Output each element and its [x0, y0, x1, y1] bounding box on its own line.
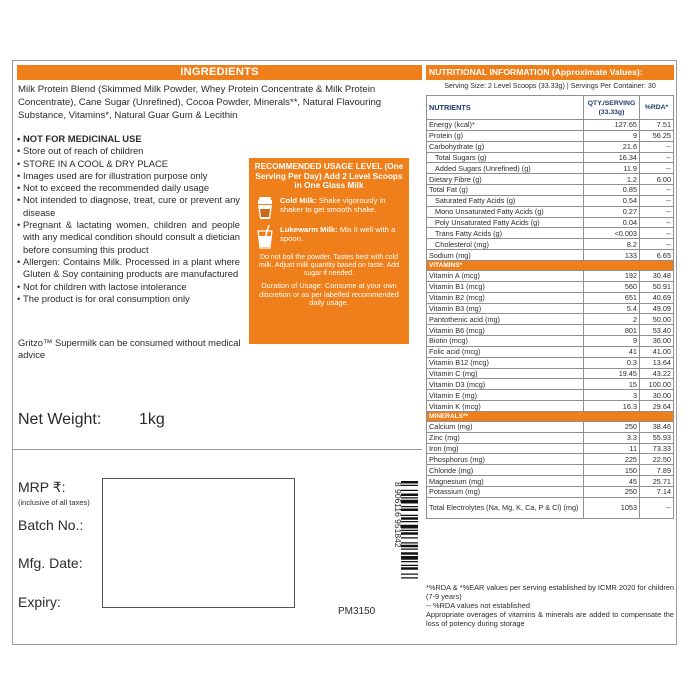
- table-row: [427, 346, 674, 357]
- header-qty: QTY./SERVING (33.33g): [584, 96, 640, 120]
- nutrient-qty: 16.3: [584, 401, 640, 412]
- table-row: [427, 368, 674, 379]
- nutrient-qty: 133: [584, 250, 640, 261]
- nutrient-rda: 40.69: [640, 292, 674, 303]
- nutrient-rda: 56.25: [640, 130, 674, 141]
- nutrient-rda: 25.71: [640, 476, 674, 487]
- expiry-label: Expiry:: [18, 594, 61, 610]
- table-row: [427, 163, 674, 174]
- nutrient-qty: 19.45: [584, 368, 640, 379]
- table-row: [427, 390, 674, 401]
- table-row: [427, 217, 674, 228]
- table-row: [427, 185, 674, 196]
- nutrient-qty: 192: [584, 270, 640, 281]
- nutrient-rda: 29.64: [640, 401, 674, 412]
- nutrient-name: Pantothenic acid (mg): [427, 314, 584, 325]
- nutrient-rda: --: [640, 206, 674, 217]
- nutrient-qty: 1053: [584, 497, 640, 518]
- table-row: [427, 454, 674, 465]
- nutrient-rda: 30.00: [640, 390, 674, 401]
- mfg-date-label: Mfg. Date:: [18, 555, 83, 571]
- nutrient-qty: 0.27: [584, 206, 640, 217]
- header-rda: %RDA*: [640, 96, 674, 120]
- net-weight-label: Net Weight:: [18, 411, 102, 428]
- nutrient-qty: 1.2: [584, 174, 640, 185]
- nutrient-rda: 50.00: [640, 314, 674, 325]
- barcode: [389, 479, 419, 619]
- table-row: [427, 120, 674, 131]
- nutrient-rda: --: [640, 185, 674, 196]
- barcode-number: 8 906116 951842: [393, 482, 403, 548]
- nutrient-qty: 0.3: [584, 357, 640, 368]
- nutrient-name: Carbohydrate (g): [427, 141, 584, 152]
- table-row: [427, 443, 674, 454]
- cold-milk-text: Shake vigorously in shaker to get smooth shake.: [280, 195, 386, 214]
- nutrient-name: Sodium (mg): [427, 250, 584, 261]
- nutrient-qty: 225: [584, 454, 640, 465]
- nutrient-qty: 41: [584, 346, 640, 357]
- nutrient-qty: 3.3: [584, 432, 640, 443]
- nutrient-rda: 55.93: [640, 432, 674, 443]
- nutrient-rda: --: [640, 239, 674, 250]
- nutrient-name: Calcium (mg): [427, 421, 584, 432]
- nutrient-qty: 8.2: [584, 239, 640, 250]
- nutrient-rda: 41.00: [640, 346, 674, 357]
- nutrient-name: Phosphorus (mg): [427, 454, 584, 465]
- nutrient-name: Dietary Fibre (g): [427, 174, 584, 185]
- table-row: [427, 379, 674, 390]
- table-row: [427, 270, 674, 281]
- cold-milk-row: [254, 196, 404, 220]
- table-row: [427, 174, 674, 185]
- nutrient-rda: 22.50: [640, 454, 674, 465]
- nutrient-name: Potassium (mg): [427, 487, 584, 498]
- nutrient-rda: --: [640, 152, 674, 163]
- nutrient-name: Magnesium (mg): [427, 476, 584, 487]
- nutrient-name: Total Electrolytes (Na, Mg, K, Ca, P & Cl) (mg): [427, 497, 584, 518]
- footnote: Appropriate overages of vitamins & minerals are added to compensate the loss of potency during storage: [426, 610, 674, 628]
- warm-milk-text: Mix it well with a spoon.: [280, 224, 396, 243]
- nutrient-rda: --: [640, 217, 674, 228]
- nutrient-name: Energy (kcal)*: [427, 120, 584, 131]
- nutrient-rda: 7.89: [640, 465, 674, 476]
- list-item: • The product is for oral consumption only: [18, 293, 240, 305]
- nutrition-heading: NUTRITIONAL INFORMATION (Approximate Values):: [426, 65, 674, 80]
- nutrient-qty: 127.65: [584, 120, 640, 131]
- nutrient-rda: --: [640, 228, 674, 239]
- nutrient-name: Vitamin B12 (mcg): [427, 357, 584, 368]
- table-row: [427, 141, 674, 152]
- nutrition-table: [426, 95, 674, 519]
- table-row: [427, 314, 674, 325]
- table-row: [427, 325, 674, 336]
- nutrition-footnotes: [426, 583, 674, 628]
- nutrient-rda: 36.00: [640, 336, 674, 347]
- serving-size: Serving Size: 2 Level Scoops (33.33g) | Servings Per Container: 30: [444, 82, 656, 90]
- nutrient-name: Added Sugars (Unrefined) (g): [427, 163, 584, 174]
- nutrient-name: Folic acid (mcg): [427, 346, 584, 357]
- nutrient-qty: 3: [584, 390, 640, 401]
- net-weight-value: 1kg: [139, 411, 165, 428]
- table-row: [427, 250, 674, 261]
- table-row: [427, 401, 674, 412]
- table-row: [427, 206, 674, 217]
- nutrient-name: Vitamin B1 (mcg): [427, 281, 584, 292]
- nutrient-rda: --: [640, 141, 674, 152]
- nutrient-name: Chloride (mg): [427, 465, 584, 476]
- nutrient-name: Mono Unsaturated Fatty Acids (g): [427, 206, 584, 217]
- list-item: • Not intended to diagnose, treat, cure or prevent any disease: [18, 194, 240, 219]
- usage-duration: Duration of Usage: Consume at your own discretion or as per labelled recommended daily usage.: [259, 281, 399, 308]
- nutrient-qty: 560: [584, 281, 640, 292]
- nutrient-rda: 7.14: [640, 487, 674, 498]
- table-row: [427, 497, 674, 518]
- nutrient-rda: 73.33: [640, 443, 674, 454]
- table-header: [427, 96, 674, 120]
- nutrient-name: Vitamin C (mg): [427, 368, 584, 379]
- usage-note: Do not boil the powder. Tastes best with cold milk. Adjust milk quantity based on taste. Add sugar if needed.: [258, 253, 400, 278]
- table-row: [427, 130, 674, 141]
- nutrient-qty: 16.34: [584, 152, 640, 163]
- nutrient-qty: 45: [584, 476, 640, 487]
- glass-spoon-icon: [254, 225, 276, 249]
- table-row: [427, 487, 674, 498]
- table-row: [427, 432, 674, 443]
- footnote: *%RDA & *%EAR values per serving established by ICMR 2020 for children (7-9 years): [426, 583, 674, 601]
- consumption-note: Gritzo™ Supermilk can be consumed without medical advice: [18, 337, 241, 361]
- usage-title: RECOMMENDED USAGE LEVEL (One Serving Per Day) Add 2 Level Scoops in One Glass Milk: [254, 161, 404, 191]
- nutrient-name: Vitamin K (mcg): [427, 401, 584, 412]
- table-row: [427, 476, 674, 487]
- nutrient-rda: 13.64: [640, 357, 674, 368]
- table-row: [427, 281, 674, 292]
- list-item: • Images used are for illustration purpose only: [18, 170, 240, 182]
- nutrient-rda: 53.40: [640, 325, 674, 336]
- product-label: [12, 60, 677, 645]
- list-item: • NOT FOR MEDICINAL USE: [18, 133, 240, 145]
- list-item: • Store out of reach of children: [18, 145, 240, 157]
- nutrient-name: Protein (g): [427, 130, 584, 141]
- batch-label: Batch No.:: [18, 517, 84, 533]
- nutrient-name: Vitamin A (mcg): [427, 270, 584, 281]
- mrp-label: MRP ₹:: [18, 479, 66, 495]
- list-item: • Allergen: Contains Milk. Processed in a plant where Gluten & Soy containing products are manufactured: [18, 256, 240, 281]
- nutrient-name: Trans Fatty Acids (g): [427, 228, 584, 239]
- table-row: [427, 357, 674, 368]
- table-row: [427, 195, 674, 206]
- table-section-row: [427, 260, 674, 270]
- nutrient-name: Total Sugars (g): [427, 152, 584, 163]
- nutrient-rda: 6.00: [640, 174, 674, 185]
- ingredients-heading: INGREDIENTS: [17, 65, 422, 80]
- nutrient-rda: 6.65: [640, 250, 674, 261]
- header-nutrients: NUTRIENTS: [427, 96, 584, 120]
- table-row: [427, 336, 674, 347]
- nutrient-name: Cholesterol (mg): [427, 239, 584, 250]
- nutrient-qty: 11: [584, 443, 640, 454]
- nutrient-qty: 801: [584, 325, 640, 336]
- nutrient-rda: 50.91: [640, 281, 674, 292]
- nutrient-qty: 0.85: [584, 185, 640, 196]
- nutrient-name: Biotin (mcg): [427, 336, 584, 347]
- nutrient-rda: --: [640, 163, 674, 174]
- nutrient-rda: --: [640, 497, 674, 518]
- nutrient-qty: 11.9: [584, 163, 640, 174]
- list-item: • Not to exceed the recommended daily usage: [18, 182, 240, 194]
- nutrient-qty: 651: [584, 292, 640, 303]
- warm-milk-label: Lukewarm Milk:: [280, 224, 338, 234]
- nutrient-qty: 250: [584, 421, 640, 432]
- cold-milk-label: Cold Milk:: [280, 195, 317, 205]
- nutrient-name: Vitamin B3 (mg): [427, 303, 584, 314]
- divider: [13, 449, 422, 450]
- nutrient-qty: 21.6: [584, 141, 640, 152]
- nutrient-qty: 150: [584, 465, 640, 476]
- nutrient-name: Zinc (mg): [427, 432, 584, 443]
- section-label: VITAMINS*: [427, 260, 674, 270]
- warm-milk-row: [254, 225, 404, 249]
- nutrient-name: Poly Unsaturated Fatty Acids (g): [427, 217, 584, 228]
- nutrient-name: Vitamin E (mg): [427, 390, 584, 401]
- nutrient-qty: 5.4: [584, 303, 640, 314]
- table-row: [427, 239, 674, 250]
- nutrient-rda: 7.51: [640, 120, 674, 131]
- nutrient-rda: 38.46: [640, 421, 674, 432]
- nutrient-qty: 15: [584, 379, 640, 390]
- table-row: [427, 228, 674, 239]
- nutrient-rda: 100.00: [640, 379, 674, 390]
- list-item: • Pregnant & lactating women, children and people with any medical condition should consult a dietician before consuming this product: [18, 219, 240, 256]
- mrp-subtext: (inclusive of all taxes): [18, 498, 90, 507]
- nutrient-qty: 2: [584, 314, 640, 325]
- usage-box: [249, 158, 409, 344]
- nutrient-qty: 0.54: [584, 195, 640, 206]
- footnote: -- %RDA values not established: [426, 601, 530, 610]
- nutrient-qty: 0.04: [584, 217, 640, 228]
- section-label: MINERALS**: [427, 411, 674, 421]
- list-item: • Not for children with lactose intolerance: [18, 281, 240, 293]
- ingredients-text: Milk Protein Blend (Skimmed Milk Powder, Whey Protein Concentrate & Milk Protein Concentrate), Cane Sugar (Unrefined), Cocoa Powder, Minerals**, Natural Flavouring Substance, Vitamins*, Natural Guar Gum & Lecithin: [18, 84, 382, 121]
- table-row: [427, 421, 674, 432]
- nutrient-name: Vitamin B6 (mcg): [427, 325, 584, 336]
- table-section-row: [427, 411, 674, 421]
- nutrient-rda: 43.22: [640, 368, 674, 379]
- table-row: [427, 465, 674, 476]
- nutrient-qty: 9: [584, 130, 640, 141]
- nutrient-rda: --: [640, 195, 674, 206]
- shaker-icon: [254, 196, 276, 220]
- list-item: • STORE IN A COOL & DRY PLACE: [18, 158, 240, 170]
- print-box: [102, 478, 295, 608]
- warnings-list: [18, 133, 240, 305]
- table-row: [427, 152, 674, 163]
- nutrient-rda: 30.48: [640, 270, 674, 281]
- nutrient-name: Saturated Fatty Acids (g): [427, 195, 584, 206]
- nutrient-name: Total Fat (g): [427, 185, 584, 196]
- pm-code: PM3150: [338, 606, 376, 617]
- nutrient-qty: 9: [584, 336, 640, 347]
- nutrient-name: Vitamin B2 (mcg): [427, 292, 584, 303]
- nutrient-qty: <0.003: [584, 228, 640, 239]
- table-row: [427, 292, 674, 303]
- nutrient-name: Vitamin D3 (mcg): [427, 379, 584, 390]
- table-row: [427, 303, 674, 314]
- nutrient-name: Iron (mg): [427, 443, 584, 454]
- nutrient-qty: 250: [584, 487, 640, 498]
- nutrient-rda: 49.09: [640, 303, 674, 314]
